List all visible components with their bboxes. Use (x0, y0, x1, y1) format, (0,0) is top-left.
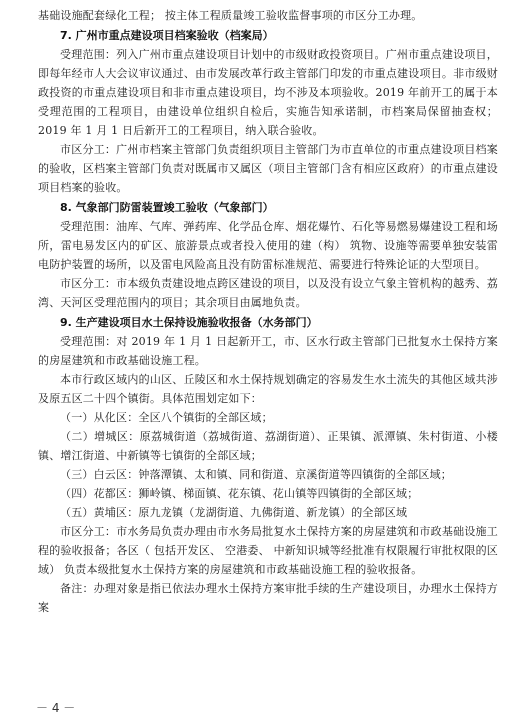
list-item-conghua: （一）从化区：全区八个镇街的全部区域； (60, 411, 273, 424)
list-item-huangpu: （五）黄埔区：原九龙镇（龙湖街道、九佛街道、新龙镇）的全部区域 (60, 506, 408, 519)
paragraph-8-scope: 受理范围：油库、气库、弹药库、化学品仓库、烟花爆竹、石化等易燃易爆建设工程和场所，雷电易发区内的矿区、旅游景点或者投入使用的建（构） 筑物、设施等需要单独安装雷电防护装置的场所，以及雷电风险高且没有防雷标准规范、需要进行特殊论证的大型项目。 (38, 220, 498, 271)
list-item-baiyun: （三）白云区：钟落潭镇、太和镇、同和街道、京溪街道等四镇街的全部区域； (60, 468, 452, 481)
paragraph-7-division: 市区分工：广州市档案主管部门负责组织项目主管部门为市直单位的市重点建设项目档案的验收，区档案主管部门负责对既属市又属区（项目主管部门含有相应区政府）的市重点建设项目档案的验收。 (38, 143, 498, 194)
list-item-huadu: （四）花都区：狮岭镇、梯面镇、花东镇、花山镇等四镇街的全部区域； (60, 487, 419, 500)
page-number: － 4 － (36, 701, 76, 715)
section-heading-9: 9. 生产建设项目水土保持设施验收报备（水务部门） (60, 316, 318, 329)
paragraph-9-region: 本市行政区域内的山区、丘陵区和水土保持规划确定的容易发生水土流失的其他区域共涉及原五区二十四个镇街。具体范围划定如下： (38, 373, 498, 405)
paragraph-intro: 基础设施配套绿化工程； 按主体工程质量竣工验收监督事项的市区分工办理。 (38, 9, 423, 22)
paragraph-8-division: 市区分工：市本级负责建设地点跨区建设的项目，以及没有设立气象主管机构的越秀、荔湾、天河区受理范围内的项目；其余项目由属地负责。 (38, 277, 498, 309)
paragraph-7-scope: 受理范围：列入广州市重点建设项目计划中的市级财政投资项目。广州市重点建设项目，即每年经市人大会议审议通过、由市发展改革行政主管部门印发的市重点建设项目。非市级财政投资的市重点建设项目和非市重点建设项目，均不涉及本项验收。2019 年前开工的属于本受理范围的工程项目，由建设单位组织自检后，实施告知承诺制，市档案局保留抽查权；2019 年 1 月 1 日后新开工的工程项目，纳入联合验收。 (38, 48, 498, 137)
section-heading-7: 7. 广州市重点建设项目档案验收（档案局） (60, 29, 274, 42)
paragraph-9-scope: 受理范围：对 2019 年 1 月 1 日起新开工，市、区水行政主管部门已批复水土保持方案的房屋建筑和市政基础设施工程。 (38, 335, 498, 367)
list-item-zengcheng: （二）增城区：原荔城街道（荔城街道、荔湖街道）、正果镇、派潭镇、朱村街道、小楼镇、增江街道、中新镇等七镇街的全部区域； (38, 430, 498, 462)
section-heading-8: 8. 气象部门防雷装置竣工验收（气象部门） (60, 201, 274, 214)
paragraph-9-note: 备注：办理对象是指已依法办理水土保持方案审批手续的生产建设项目，办理水土保持方案 (38, 582, 498, 614)
paragraph-9-division: 市区分工：市水务局负责办理由市水务局批复水土保持方案的房屋建筑和市政基础设施工程的验收报备；各区（ 包括开发区、 空港委、 中新知识城等经批准有权限履行审批权限的区域） 负责本级批复水土保持方案的房屋建筑和市政基础设施工程的验收报备。 (38, 525, 498, 576)
